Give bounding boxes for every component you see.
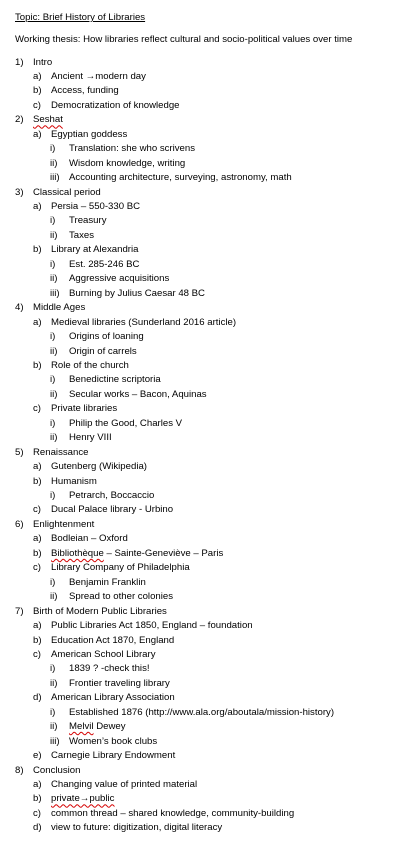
outline-marker: 4) <box>15 302 24 314</box>
outline-text: Education Act 1870, England <box>51 634 175 646</box>
outline-text: Library Company of Philadelphia <box>51 562 190 574</box>
outline-text: Taxes <box>69 229 95 241</box>
outline-marker: iii) <box>50 287 60 299</box>
outline-text: Bodleian – Oxford <box>51 533 128 545</box>
outline-text: Gutenberg (Wikipedia) <box>51 461 147 473</box>
outline-marker: a) <box>33 461 42 473</box>
outline-text: 1839 ? -check this! <box>69 663 150 675</box>
outline-marker: ii) <box>50 273 58 285</box>
outline-text: Ancient →modern day <box>51 71 146 82</box>
outline-text: Established 1876 (http://www.ala.org/aboutala/mission-history) <box>69 706 335 718</box>
outline-marker: b) <box>33 85 42 97</box>
outline-text: Petrarch, Boccaccio <box>69 490 155 501</box>
outline-marker: b) <box>33 475 42 487</box>
outline-text: Philip the Good, Charles V <box>69 417 183 429</box>
outline-marker: i) <box>50 663 56 675</box>
outline-text: Benedictine scriptoria <box>69 374 161 386</box>
outline-marker: 8) <box>15 764 24 776</box>
outline-marker: ii) <box>50 388 58 400</box>
outline-marker: iii) <box>50 172 60 184</box>
outline-text: Women’s book clubs <box>69 735 158 747</box>
outline-text: Medieval libraries (Sunderland 2016 article) <box>51 316 237 328</box>
outline-marker: c) <box>33 403 41 415</box>
outline-text: Library at Alexandria <box>51 244 139 256</box>
outline-text: Persia – 550-330 BC <box>51 201 141 212</box>
spellcheck-flagged-word: Bibliothèque <box>51 547 104 559</box>
outline-marker: e) <box>33 750 42 762</box>
outline-marker: 3) <box>15 186 24 198</box>
outline-marker: d) <box>33 692 42 704</box>
outline-marker: ii) <box>50 591 58 603</box>
outline-text: Benjamin Franklin <box>69 576 146 588</box>
outline-marker: d) <box>33 822 42 834</box>
outline-text: Wisdom knowledge, writing <box>69 157 186 169</box>
outline-marker: i) <box>50 417 56 429</box>
outline-text: Spread to other colonies <box>69 591 173 603</box>
outline-text: Classical period <box>33 186 101 198</box>
outline-text: Frontier traveling library <box>69 677 170 689</box>
outline-marker: b) <box>33 634 42 646</box>
outline-text: common thread – shared knowledge, community-building <box>51 807 295 819</box>
outline-text-rest: Dewey <box>93 721 126 733</box>
outline-marker: 2) <box>15 114 24 126</box>
outline-text: American School Library <box>51 648 156 660</box>
outline-text: Secular works – Bacon, Aquinas <box>69 388 207 400</box>
outline-marker: ii) <box>50 721 58 733</box>
outline-text: Public Libraries Act 1850, England – foundation <box>51 620 253 631</box>
outline-marker: i) <box>50 143 56 155</box>
outline-text: Role of the church <box>51 359 129 371</box>
outline-text: Carnegie Library Endowment <box>51 750 176 762</box>
outline-text: Private libraries <box>51 403 118 415</box>
outline-marker: iii) <box>50 735 60 747</box>
outline-marker: i) <box>50 576 56 588</box>
outline-text: Accounting architecture, surveying, astronomy, math <box>69 172 292 184</box>
outline-text: Henry VIII <box>69 432 112 444</box>
outline-text: Changing value of printed material <box>51 779 198 790</box>
working-thesis: Working thesis: How libraries reflect cultural and socio-political values over time <box>15 34 353 45</box>
outline-marker: 6) <box>15 518 24 530</box>
outline-marker: c) <box>33 648 41 660</box>
outline-marker: a) <box>33 316 42 328</box>
outline-text: Intro <box>33 56 53 68</box>
outline-marker: b) <box>33 547 42 559</box>
outline-marker: c) <box>33 99 41 111</box>
outline-text: Democratization of knowledge <box>51 99 180 111</box>
outline-marker: b) <box>33 244 42 256</box>
outline-text: Middle Ages <box>33 302 86 314</box>
outline-marker: i) <box>50 490 56 501</box>
outline-text: Seshat <box>33 114 63 126</box>
outline-marker: a) <box>33 201 42 212</box>
outline-text: Translation: she who scrivens <box>69 143 196 155</box>
outline-marker: ii) <box>50 432 58 444</box>
outline-text-rest: – Sainte-Geneviève – Paris <box>103 547 224 559</box>
outline-text <box>51 548 223 560</box>
outline-text: Treasury <box>69 215 107 227</box>
outline-text: Est. 285-246 BC <box>69 258 140 270</box>
outline-text: Ducal Palace library - Urbino <box>51 504 174 516</box>
outline-text <box>69 721 126 733</box>
outline-marker: c) <box>33 807 41 819</box>
outline-marker: c) <box>33 562 41 574</box>
outline-text: Conclusion <box>33 764 81 776</box>
outline-text: Humanism <box>51 475 97 487</box>
outline-text: Enlightenment <box>33 518 95 530</box>
outline-marker: i) <box>50 331 56 343</box>
outline-marker: a) <box>33 779 42 790</box>
outline-marker: 5) <box>15 446 24 458</box>
outline-marker: ii) <box>50 345 58 357</box>
outline-marker: ii) <box>50 677 58 689</box>
outline-text: Origin of carrels <box>69 345 137 357</box>
spellcheck-flagged-word: Melvil <box>69 721 94 733</box>
outline-text: Access, funding <box>51 85 119 97</box>
outline-marker: 1) <box>15 56 24 68</box>
outline-marker: ii) <box>50 229 58 241</box>
outline-text: American Library Association <box>51 692 175 704</box>
outline-text: private→public <box>51 793 115 805</box>
outline-text: Egyptian goddess <box>51 128 128 140</box>
outline-marker: i) <box>50 374 56 386</box>
outline-text: Burning by Julius Caesar 48 BC <box>69 287 205 299</box>
outline-marker: i) <box>50 215 56 227</box>
outline-marker: b) <box>33 793 42 805</box>
outline-text: Birth of Modern Public Libraries <box>33 605 167 617</box>
outline-text: view to future: digitization, digital literacy <box>51 822 223 834</box>
outline-marker: c) <box>33 504 41 516</box>
outline-marker: a) <box>33 620 42 631</box>
outline-text: Aggressive acquisitions <box>69 273 170 285</box>
outline-marker: a) <box>33 71 42 82</box>
outline-marker: i) <box>50 258 56 270</box>
topic-heading <box>15 12 145 24</box>
outline-marker: a) <box>33 128 42 140</box>
outline-text: Origins of loaning <box>69 331 144 343</box>
outline-marker: a) <box>33 533 42 545</box>
outline-marker: ii) <box>50 157 58 169</box>
topic-text: Topic: Brief History of Libraries <box>15 12 146 23</box>
outline-marker: 7) <box>15 605 24 617</box>
outline-marker: b) <box>33 359 42 371</box>
outline-text: Renaissance <box>33 446 89 458</box>
outline-marker: i) <box>50 706 56 718</box>
